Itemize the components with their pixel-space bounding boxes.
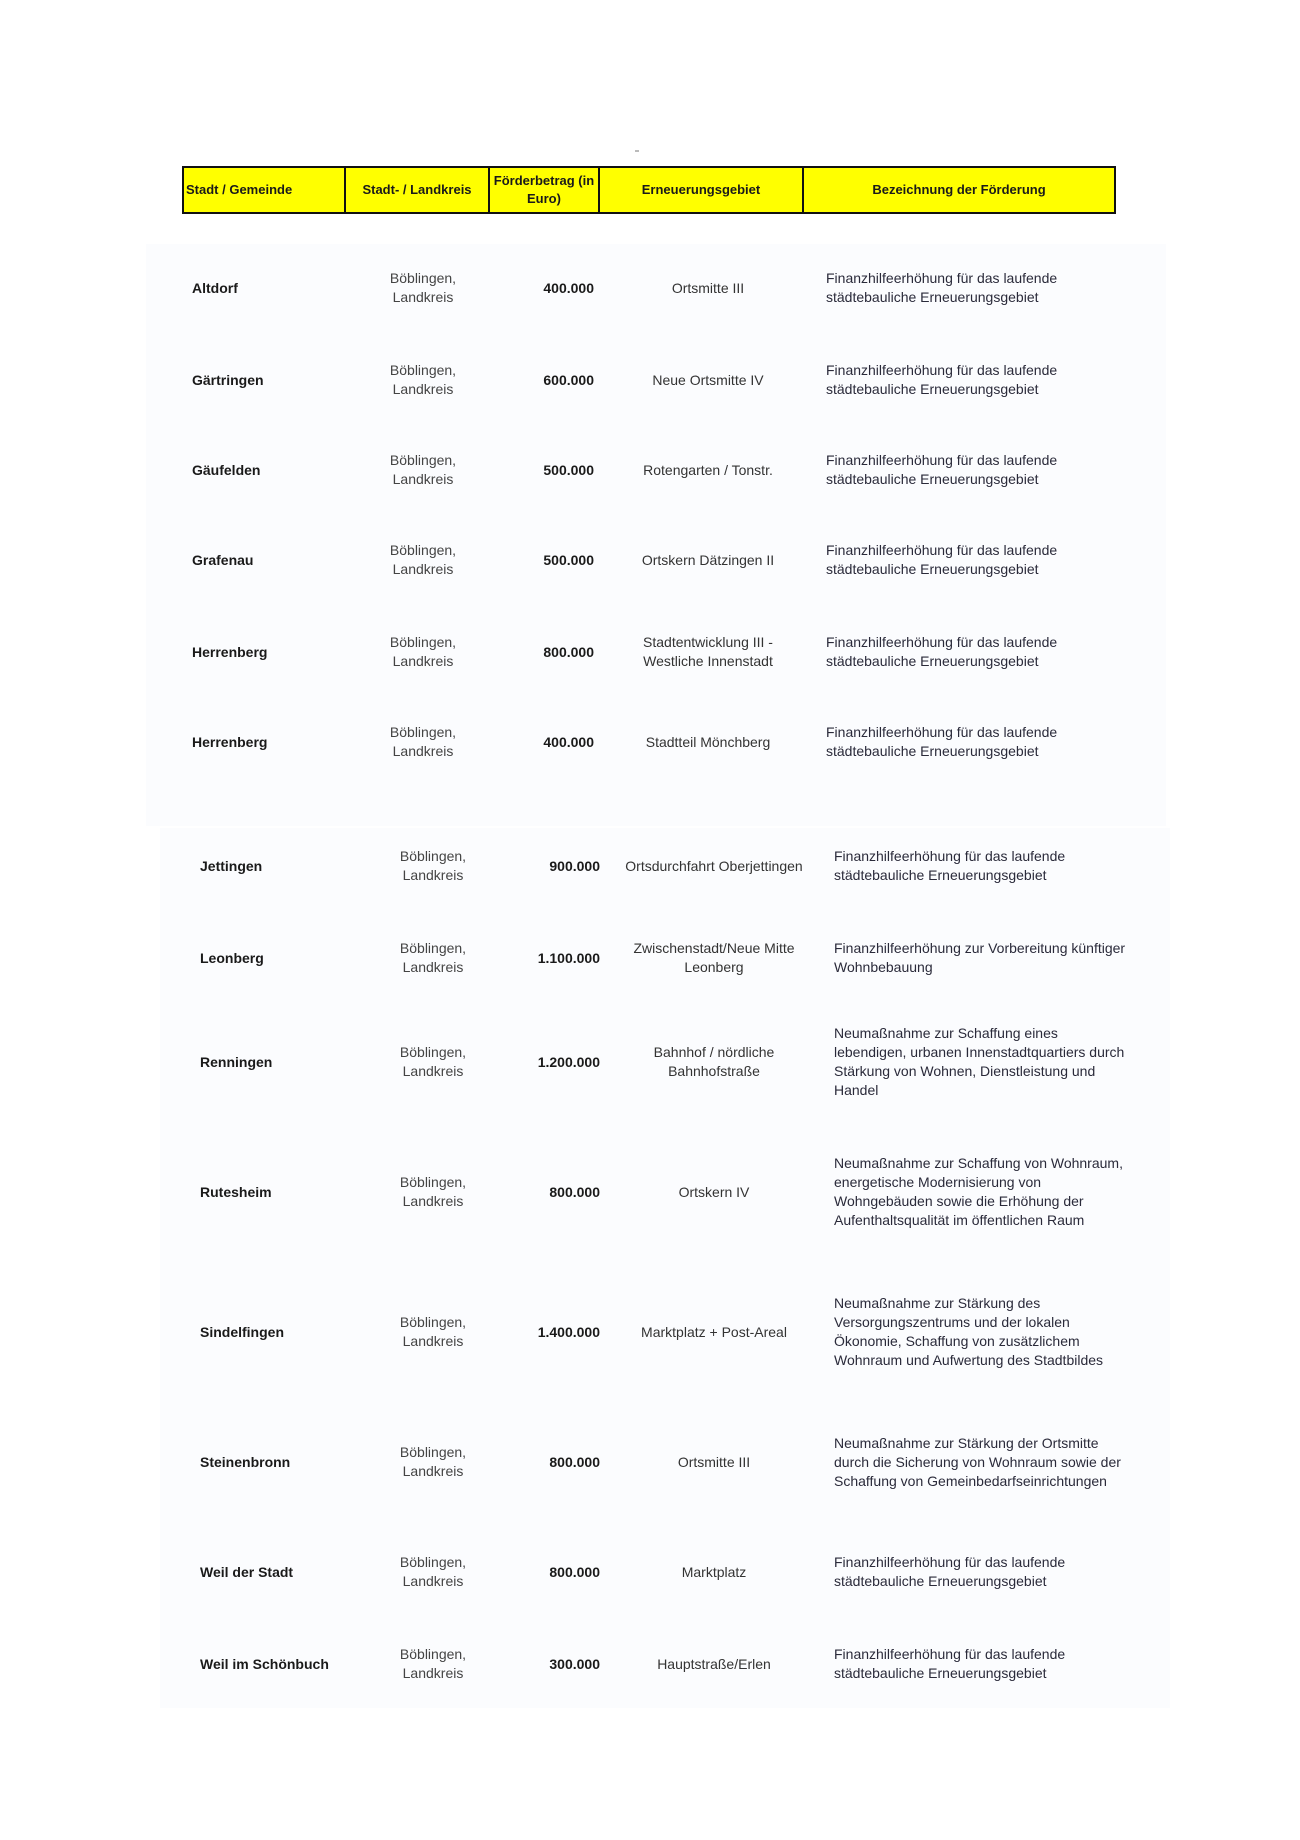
row-city: Grafenau bbox=[192, 551, 254, 568]
row-description: Neumaßnahme zur Schaffung von Wohnraum, energetische Modernisierung von Wohngebäuden sowie die Erhöhung der Aufenthaltsqualität im öffentlichen Raum bbox=[834, 1155, 1123, 1228]
row-description: Finanzhilfeerhöhung für das laufende städtebauliche Erneuerungsgebiet bbox=[826, 634, 1058, 669]
header-description: Bezeichnung der Förderung bbox=[872, 182, 1046, 197]
row-description: Finanzhilfeerhöhung für das laufende städtebauliche Erneuerungsgebiet bbox=[826, 270, 1058, 305]
row-district: Böblingen, Landkreis bbox=[389, 724, 457, 759]
table-row bbox=[0, 248, 1300, 328]
row-description: Finanzhilfeerhöhung für das laufende städtebauliche Erneuerungsgebiet bbox=[826, 362, 1058, 397]
table-row bbox=[0, 340, 1300, 420]
table-row bbox=[0, 1014, 1300, 1110]
row-district: Böblingen, Landkreis bbox=[399, 1646, 467, 1681]
row-description: Finanzhilfeerhöhung für das laufende städtebauliche Erneuerungsgebiet bbox=[834, 1554, 1066, 1589]
row-city: Herrenberg bbox=[192, 643, 268, 660]
row-area: Neue Ortsmitte IV bbox=[652, 371, 764, 388]
row-city: Gärtringen bbox=[192, 371, 264, 388]
row-area: Bahnhof / nördliche Bahnhofstraße bbox=[653, 1044, 775, 1079]
table-header bbox=[182, 166, 1116, 214]
row-city: Steinenbronn bbox=[200, 1453, 291, 1470]
row-district: Böblingen, Landkreis bbox=[389, 270, 457, 305]
row-description: Finanzhilfeerhöhung für das laufende städtebauliche Erneuerungsgebiet bbox=[826, 542, 1058, 577]
row-city: Leonberg bbox=[200, 949, 264, 966]
row-area: Ortsmitte III bbox=[677, 1453, 751, 1470]
row-amount: 800.000 bbox=[549, 1183, 600, 1200]
row-district: Böblingen, Landkreis bbox=[389, 634, 457, 669]
row-city: Herrenberg bbox=[192, 733, 268, 750]
row-district: Böblingen, Landkreis bbox=[399, 1314, 467, 1349]
row-amount: 300.000 bbox=[549, 1655, 600, 1672]
header-district: Stadt- / Landkreis bbox=[346, 168, 490, 212]
row-amount: 400.000 bbox=[543, 279, 594, 296]
row-description: Finanzhilfeerhöhung zur Vorbereitung künftiger Wohnbebauung bbox=[834, 940, 1126, 975]
row-district: Böblingen, Landkreis bbox=[389, 362, 457, 397]
table-row bbox=[0, 826, 1300, 906]
row-city: Renningen bbox=[200, 1053, 273, 1070]
row-description: Neumaßnahme zur Schaffung eines lebendigen, urbanen Innenstadtquartiers durch Stärkung von Wohnen, Dienstleistung und Handel bbox=[834, 1025, 1125, 1098]
header-area: Erneuerungsgebiet bbox=[600, 168, 804, 212]
row-district: Böblingen, Landkreis bbox=[389, 542, 457, 577]
row-city: Jettingen bbox=[200, 857, 263, 874]
row-city: Altdorf bbox=[192, 279, 238, 296]
row-description: Finanzhilfeerhöhung für das laufende städtebauliche Erneuerungsgebiet bbox=[834, 1646, 1066, 1681]
row-description: Finanzhilfeerhöhung für das laufende städtebauliche Erneuerungsgebiet bbox=[826, 452, 1058, 487]
row-district: Böblingen, Landkreis bbox=[399, 848, 467, 883]
row-district: Böblingen, Landkreis bbox=[399, 940, 467, 975]
table-row bbox=[0, 1134, 1300, 1250]
row-area: Hauptstraße/Erlen bbox=[657, 1655, 771, 1672]
row-area: Rotengarten / Tonstr. bbox=[643, 461, 773, 478]
row-district: Böblingen, Landkreis bbox=[399, 1174, 467, 1209]
row-district: Böblingen, Landkreis bbox=[399, 1044, 467, 1079]
row-amount: 500.000 bbox=[543, 551, 594, 568]
row-area: Ortsdurchfahrt Oberjettingen bbox=[625, 857, 803, 874]
row-city: Rutesheim bbox=[200, 1183, 272, 1200]
row-amount: 1.400.000 bbox=[537, 1323, 600, 1340]
row-description: Neumaßnahme zur Stärkung des Versorgungszentrums und der lokalen Ökonomie, Schaffung von zusätzlichem Wohnraum und Aufwertung des Stadtbildes bbox=[834, 1295, 1104, 1368]
row-description: Finanzhilfeerhöhung für das laufende städtebauliche Erneuerungsgebiet bbox=[826, 724, 1058, 759]
row-amount: 800.000 bbox=[549, 1453, 600, 1470]
row-district: Böblingen, Landkreis bbox=[399, 1554, 467, 1589]
header-amount: Förderbetrag (in Euro) bbox=[490, 168, 600, 212]
row-amount: 800.000 bbox=[549, 1563, 600, 1580]
row-amount: 1.200.000 bbox=[537, 1053, 600, 1070]
row-city: Sindelfingen bbox=[200, 1323, 284, 1340]
row-area: Zwischenstadt/Neue Mitte Leonberg bbox=[633, 940, 795, 975]
scan-mark bbox=[635, 150, 639, 152]
row-amount: 1.100.000 bbox=[537, 949, 600, 966]
row-district: Böblingen, Landkreis bbox=[399, 1444, 467, 1479]
row-amount: 600.000 bbox=[543, 371, 594, 388]
row-area: Marktplatz + Post-Areal bbox=[641, 1323, 787, 1340]
row-area: Ortskern IV bbox=[678, 1183, 750, 1200]
table-row bbox=[0, 1414, 1300, 1510]
table-row bbox=[0, 702, 1300, 782]
table-row bbox=[0, 430, 1300, 510]
table-row bbox=[0, 612, 1300, 692]
row-area: Marktplatz bbox=[681, 1563, 747, 1580]
table-row bbox=[0, 1274, 1300, 1390]
row-area: Stadtentwicklung III - Westliche Innenstadt bbox=[643, 634, 773, 669]
header-city: Stadt / Gemeinde bbox=[184, 168, 346, 212]
row-amount: 400.000 bbox=[543, 733, 594, 750]
table-row bbox=[0, 1532, 1300, 1612]
row-description: Neumaßnahme zur Stärkung der Ortsmitte durch die Sicherung von Wohnraum sowie der Schaffung von Gemeinbedarfseinrichtungen bbox=[834, 1434, 1121, 1489]
row-area: Ortsmitte III bbox=[671, 279, 745, 296]
row-city: Gäufelden bbox=[192, 461, 261, 478]
row-city: Weil im Schönbuch bbox=[200, 1655, 329, 1672]
row-amount: 500.000 bbox=[543, 461, 594, 478]
row-area: Stadtteil Mönchberg bbox=[645, 733, 771, 750]
table-row bbox=[0, 1624, 1300, 1704]
table-row bbox=[0, 520, 1300, 600]
row-amount: 800.000 bbox=[543, 643, 594, 660]
row-description: Finanzhilfeerhöhung für das laufende städtebauliche Erneuerungsgebiet bbox=[834, 848, 1066, 883]
table-row bbox=[0, 918, 1300, 998]
row-amount: 900.000 bbox=[549, 857, 600, 874]
row-area: Ortskern Dätzingen II bbox=[641, 551, 775, 568]
row-district: Böblingen, Landkreis bbox=[389, 452, 457, 487]
row-city: Weil der Stadt bbox=[200, 1563, 294, 1580]
